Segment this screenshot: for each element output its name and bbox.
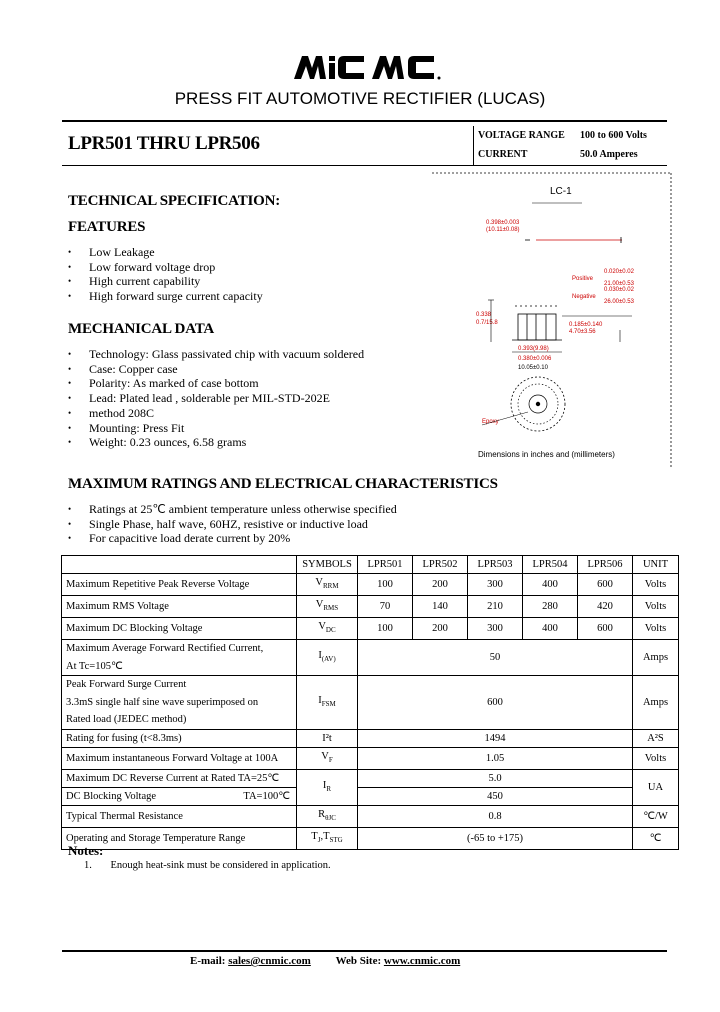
symbol-cell: [297, 747, 358, 769]
value-cell: 280: [523, 596, 578, 618]
param-cell: Maximum DC Blocking Voltage: [62, 618, 297, 640]
param-line: At Tc=105℃: [66, 660, 123, 672]
dimension-label: 0.380±0.006: [518, 356, 552, 362]
symbol: V: [315, 599, 324, 611]
positive-label: Positive: [572, 276, 594, 282]
symbol: ,T: [320, 830, 330, 842]
list-item: • Low Leakage: [68, 245, 263, 260]
symbol-sub: RRM: [323, 582, 339, 591]
symbol-cell: [297, 618, 358, 640]
unit-cell: Volts: [633, 747, 679, 769]
symbol: V: [321, 750, 329, 762]
symbol-cell: [297, 640, 358, 676]
value-cell: 300: [468, 618, 523, 640]
website-link[interactable]: www.cnmic.com: [383, 955, 461, 967]
note-number: 1.: [84, 860, 92, 871]
features-list: [68, 245, 263, 304]
symbol-cell: [297, 574, 358, 596]
param-cell: Maximum Repetitive Peak Reverse Voltage: [62, 574, 297, 596]
dimension-label: 0.393(9.98): [518, 346, 549, 352]
dimension-label: 0.030±0.02: [604, 287, 634, 293]
unit-cell: Volts: [633, 596, 679, 618]
tech-spec-heading: TECHNICAL SPECIFICATION:: [68, 193, 281, 209]
value-cell: 5.0: [358, 769, 633, 787]
unit-cell: Amps: [633, 676, 679, 730]
symbol-sub: R: [326, 784, 332, 793]
ratings-heading: MAXIMUM RATINGS AND ELECTRICAL CHARACTERISTICS: [68, 476, 498, 492]
list-item-text: method 208C: [89, 405, 154, 420]
negative-label: Negative: [572, 294, 596, 300]
value-cell: (-65 to +175): [358, 827, 633, 849]
symbol-sub: DC: [325, 626, 336, 635]
param-cell: Maximum DC Reverse Current at Rated TA=25℃: [62, 769, 297, 787]
param-line: Peak Forward Surge Current: [66, 679, 187, 691]
symbol-sub: FSM: [321, 700, 336, 709]
symbol-sub: (AV): [321, 655, 336, 664]
dimension-label: 21.00±0.53: [604, 281, 634, 287]
symbol-sub: θJC: [325, 813, 336, 822]
table-header-cell: LPR506: [578, 556, 633, 574]
value-cell: 400: [523, 618, 578, 640]
dimension-label: 26.00±0.53: [604, 299, 634, 305]
param-cell: Maximum RMS Voltage: [62, 596, 297, 618]
table-row: [62, 787, 679, 805]
symbol: I: [318, 650, 322, 662]
table-row: [62, 676, 679, 730]
value-cell: 70: [358, 596, 413, 618]
value-cell: 420: [578, 596, 633, 618]
email-link[interactable]: sales@cnmic.com: [228, 955, 311, 967]
value-cell: 200: [413, 618, 468, 640]
value-cell: 600: [578, 574, 633, 596]
table-header-cell: UNIT: [633, 556, 679, 574]
value-cell: 100: [358, 574, 413, 596]
value-cell: 400: [523, 574, 578, 596]
title-rule: [62, 165, 667, 166]
list-item: • Polarity: As marked of case bottom: [68, 376, 364, 391]
table-row: [62, 596, 679, 618]
package-name: LC-1: [550, 186, 572, 197]
param-cell: [62, 640, 297, 676]
part-range-title: LPR501 THRU LPR506: [68, 133, 260, 154]
dimension-label: 4.70±3.56: [569, 329, 596, 335]
table-row: [62, 574, 679, 596]
table-row: [62, 618, 679, 640]
table-row: [62, 769, 679, 787]
list-item: • Technology: Glass passivated chip with vacuum soldered: [68, 347, 364, 362]
table-header-cell: LPR501: [358, 556, 413, 574]
list-item: • Ratings at 25℃ ambient temperature unless otherwise specified: [68, 502, 397, 517]
dimension-label: (10.11±0.08): [486, 227, 520, 233]
param-cell: [62, 787, 297, 805]
value-cell: 0.8: [358, 805, 633, 827]
unit-cell: ℃/W: [633, 805, 679, 827]
symbol-sub: F: [328, 755, 333, 764]
symbol-sub: RMS: [323, 604, 339, 613]
table-header-cell: SYMBOLS: [297, 556, 358, 574]
list-item: • Mounting: Press Fit: [68, 421, 364, 436]
footer-contact: [190, 955, 460, 967]
value-cell: 1.05: [358, 747, 633, 769]
value-cell: 450: [358, 787, 633, 805]
value-cell: 140: [413, 596, 468, 618]
dimension-label: 0.7/15.8: [476, 320, 498, 326]
footer-rule: [62, 950, 667, 952]
current-value: 50.0 Amperes: [580, 149, 638, 160]
param-line: Maximum Average Forward Rectified Current,: [66, 643, 264, 655]
ratings-list: [68, 502, 397, 546]
symbol: V: [315, 577, 324, 588]
epoxy-label: Epoxy: [482, 419, 499, 425]
note-text: Enough heat-sink must be considered in application.: [110, 860, 331, 871]
notes-heading: Notes:: [68, 843, 104, 858]
symbol-cell: [297, 769, 358, 805]
dimension-label: 0.020±0.02: [604, 269, 634, 275]
value-cell: 100: [358, 618, 413, 640]
symbol-cell: I²t: [297, 729, 358, 747]
website-label: Web Site:: [335, 955, 382, 967]
voltage-range-value: 100 to 600 Volts: [580, 130, 647, 141]
value-cell: 1494: [358, 729, 633, 747]
value-cell: 50: [358, 640, 633, 676]
table-row: [62, 747, 679, 769]
list-item: • High current capability: [68, 274, 263, 289]
param-line: Rated load (JEDEC method): [66, 714, 187, 726]
table-row: [62, 805, 679, 827]
mechanical-list: [68, 347, 364, 450]
dimension-label: 0.398±0.003: [486, 220, 520, 226]
param-cell: [62, 676, 297, 730]
symbol-cell: [297, 676, 358, 730]
header-rule: [62, 120, 667, 122]
document-subtitle: PRESS FIT AUTOMOTIVE RECTIFIER (LUCAS): [174, 89, 546, 108]
symbol: I: [322, 779, 327, 791]
list-item: • Single Phase, half wave, 60HZ, resistive or inductive load: [68, 517, 397, 532]
features-heading: FEATURES: [68, 219, 146, 235]
param-cell: Typical Thermal Resistance: [62, 805, 297, 827]
symbol-cell: [297, 827, 358, 849]
unit-cell: ℃: [633, 827, 679, 849]
param-text: DC Blocking Voltage: [66, 790, 157, 802]
param-line: 3.3mS single half sine wave superimposed on: [66, 696, 259, 708]
symbol: R: [318, 808, 326, 820]
ratings-table: [61, 555, 679, 850]
table-header-cell: LPR504: [523, 556, 578, 574]
spec-box-divider: [473, 126, 474, 166]
note-item: [84, 860, 331, 871]
email-label: E-mail:: [190, 955, 226, 967]
value-cell: 600: [578, 618, 633, 640]
unit-cell: UA: [633, 769, 679, 805]
voltage-range-label: VOLTAGE RANGE: [478, 130, 565, 141]
table-row: [62, 729, 679, 747]
param-cell: Rating for fusing (t<8.3ms): [62, 729, 297, 747]
symbol-cell: [297, 805, 358, 827]
symbol: I: [318, 694, 322, 706]
value-cell: 300: [468, 574, 523, 596]
symbol-sub: J: [317, 836, 321, 845]
symbol-sub: STG: [329, 836, 343, 845]
symbol: T: [311, 830, 318, 842]
table-row: [62, 640, 679, 676]
value-cell: 210: [468, 596, 523, 618]
value-cell: 200: [413, 574, 468, 596]
table-header-cell: [62, 556, 297, 574]
value-cell: 600: [358, 676, 633, 730]
param-text: TA=100℃: [243, 790, 290, 802]
list-item: • High forward surge current capacity: [68, 289, 263, 304]
list-item-continuation: [68, 406, 364, 421]
symbol-cell: [297, 596, 358, 618]
unit-cell: Volts: [633, 574, 679, 596]
current-label: CURRENT: [478, 149, 528, 160]
table-row: [62, 827, 679, 849]
symbol: V: [318, 621, 326, 633]
package-outline-diagram: [432, 172, 672, 470]
diagram-caption: Dimensions in inches and (millimeters): [478, 450, 615, 459]
table-header-row: [62, 556, 679, 574]
dimension-label: 0.185±0.140: [569, 322, 603, 328]
param-cell: Operating and Storage Temperature Range: [62, 827, 297, 849]
unit-cell: A²S: [633, 729, 679, 747]
list-item: • Case: Copper case: [68, 362, 364, 377]
list-item: • Low forward voltage drop: [68, 260, 263, 275]
list-item: • Lead: Plated lead , solderable per MIL-STD-202E: [68, 391, 364, 406]
list-item: • For capacitive load derate current by 20%: [68, 531, 397, 546]
table-header-cell: LPR502: [413, 556, 468, 574]
mechanical-heading: MECHANICAL DATA: [68, 321, 215, 337]
dimension-label: 10.05±0.10: [518, 365, 548, 371]
dimension-label: 0.338: [476, 312, 492, 318]
table-header-cell: LPR503: [468, 556, 523, 574]
unit-cell: Amps: [633, 640, 679, 676]
list-item: • Weight: 0.23 ounces, 6.58 grams: [68, 435, 364, 450]
company-logo: [292, 52, 442, 80]
param-cell: Maximum instantaneous Forward Voltage at 100A: [62, 747, 297, 769]
unit-cell: Volts: [633, 618, 679, 640]
